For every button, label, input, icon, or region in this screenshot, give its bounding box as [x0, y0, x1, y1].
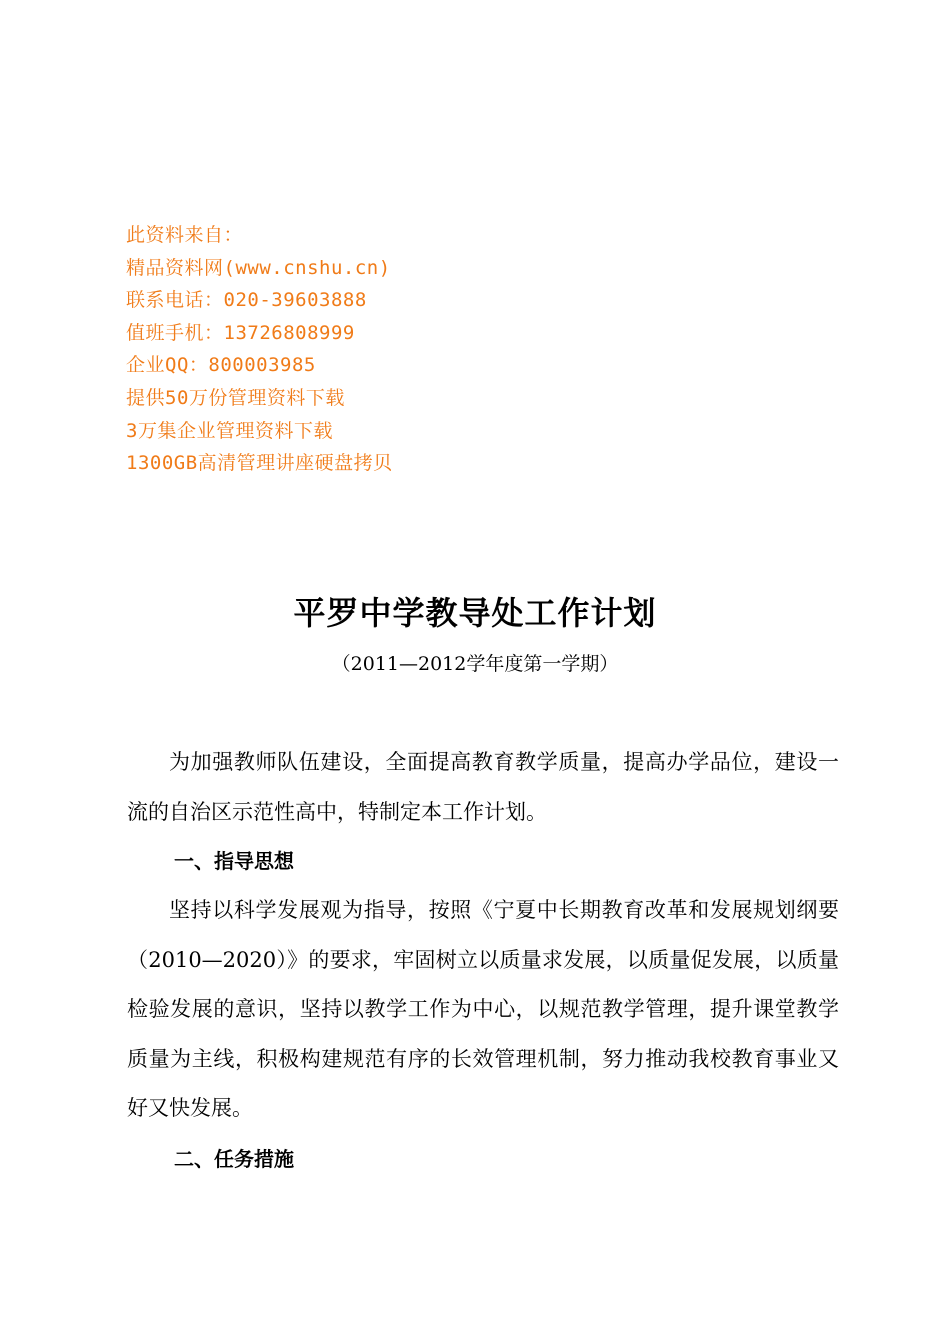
document-subtitle: （2011—2012学年度第一学期） [331, 653, 619, 675]
document-title: 平罗中学教导处工作计划 [293, 594, 657, 632]
source-line-website: 精品资料网(www.cnshu.cn) [126, 256, 391, 279]
source-line-from: 此资料来自： [126, 224, 244, 246]
source-info-block [126, 219, 686, 480]
source-line-qq: 企业QQ：800003985 [126, 354, 316, 377]
intro-paragraph: 为加强教师队伍建设，全面提高教育教学质量，提高办学品位，建设一流的自治区示范性高中，特制定本工作计划。 [127, 750, 839, 824]
source-line-offer-3: 1300GB高清管理讲座硬盘拷贝 [126, 452, 393, 475]
section-heading-tasks-measures: 二、任务措施 [174, 1147, 294, 1171]
source-line-offer-1: 提供50万份管理资料下载 [126, 386, 345, 409]
section-heading-guiding-thought: 一、指导思想 [174, 849, 294, 873]
source-line-offer-2: 3万集企业管理资料下载 [126, 419, 333, 442]
intro-block [127, 738, 839, 837]
source-line-mobile: 值班手机：13726808999 [126, 321, 355, 344]
section1-block [127, 886, 839, 1134]
section1-paragraph: 坚持以科学发展观为指导，按照《宁夏中长期教育改革和发展规划纲要（2010—2020）》的要求，牢固树立以质量求发展，以质量促发展，以质量检验发展的意识，坚持以教学工作为中心，以规范教学管理，提升课堂教学质量为主线，积极构建规范有序的长效管理机制，努力推动我校教育事业又好又快发展。 [127, 898, 839, 1120]
source-line-phone: 联系电话：020-39603888 [126, 289, 367, 312]
